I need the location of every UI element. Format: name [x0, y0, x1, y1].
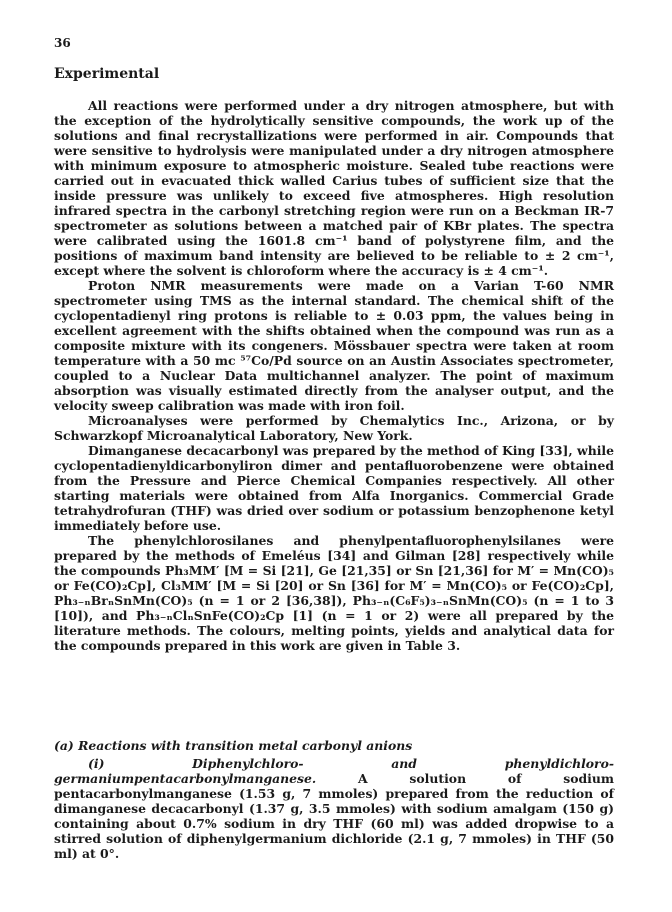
- subsubsection-title: (i) Diphenylchloro- and phenyldichloro-germaniumpentacarbonylmanganese.: [54, 756, 614, 786]
- body-text: [54, 98, 614, 653]
- paragraph: Proton NMR measurements were made on a Varian T-60 NMR spectrometer using TMS as the internal standard. The chemical shift of the cyclopentadienyl ring protons is reliable to ± 0.03 ppm, the values being in excellent agreement with the shifts obtained when the compound was run as a composite mixture with its congeners. Mössbauer spectra were taken at room temperature with a 50 mc ⁵⁷Co/Pd source on an Austin Associates spectrometer, coupled to a Nuclear Data multichannel analyzer. The point of maximum absorption was visually estimated directly from the analyser output, and the velocity sweep calibration was made with iron foil.: [54, 278, 614, 413]
- paragraph: Dimanganese decacarbonyl was prepared by the method of King [33], while cyclopentadienyldicarbonyliron dimer and pentafluorobenzene were obtained from the Pressure and Pierce Chemical Companies respectively. All other starting materials were obtained from Alfa Inorganics. Commercial Grade tetrahydrofuran (THF) was dried over sodium or potassium benzophenone ketyl immediately before use.: [54, 443, 614, 533]
- page-number: 36: [54, 36, 71, 50]
- paragraph: [54, 756, 614, 861]
- paragraph: All reactions were performed under a dry nitrogen atmosphere, but with the exception of the hydrolytically sensitive compounds, the work up of the solutions and final recrystallizations were performed in air. Compounds that were sensitive to hydrolysis were manipulated under a dry nitrogen atmosphere with minimum exposure to atmospheric moisture. Sealed tube reactions were carried out in evacuated thick walled Carius tubes of sufficient size that the inside pressure was unlikely to exceed five atmospheres. High resolution infrared spectra in the carbonyl stretching region were run on a Beckman IR-7 spectrometer as solutions between a matched pair of KBr plates. The spectra were calibrated using the 1601.8 cm⁻¹ band of polystyrene film, and the positions of maximum band intensity are believed to be reliable to ± 2 cm⁻¹, except where the solvent is chloroform where the accuracy is ± 4 cm⁻¹.: [54, 98, 614, 278]
- subsection-heading: (a) Reactions with transition metal carbonyl anions: [54, 738, 413, 753]
- paragraph: The phenylchlorosilanes and phenylpentafluorophenylsilanes were prepared by the methods of Emeléus [34] and Gilman [28] respectively while the compounds Ph₃MM′ [M = Si [21], Ge [21,35] or Sn [21,36] for M′ = Mn(CO)₅ or Fe(CO)₂Cp], Cl₃MM′ [M = Si [20] or Sn [36] for M′ = Mn(CO)₅ or Fe(CO)₂Cp], Ph₃₋ₙBrₙSnMn(CO)₅ (n = 1 or 2 [36,38]), Ph₃₋ₙ(C₆F₅)₃₋ₙSnMn(CO)₅ (n = 1 to 3 [10]), and Ph₃₋ₙClₙSnFe(CO)₂Cp [1] (n = 1 or 2) were all prepared by the literature methods. The colours, melting points, yields and analytical data for the compounds prepared in this work are given in Table 3.: [54, 533, 614, 653]
- section-title: Experimental: [54, 66, 160, 82]
- subsection-text: [54, 756, 614, 861]
- paragraph: Microanalyses were performed by Chemalytics Inc., Arizona, or by Schwarzkopf Microanalytical Laboratory, New York.: [54, 413, 614, 443]
- paragraph-text: A solution of sodium pentacarbonylmanganese (1.53 g, 7 mmoles) prepared from the reduction of dimanganese decacarbonyl (1.37 g, 3.5 mmoles) with sodium amalgam (150 g) containing about 0.7% sodium in dry THF (60 ml) was added dropwise to a stirred solution of diphenylgermanium dichloride (2.1 g, 7 mmoles) in THF (50 ml) at 0°.: [54, 771, 614, 861]
